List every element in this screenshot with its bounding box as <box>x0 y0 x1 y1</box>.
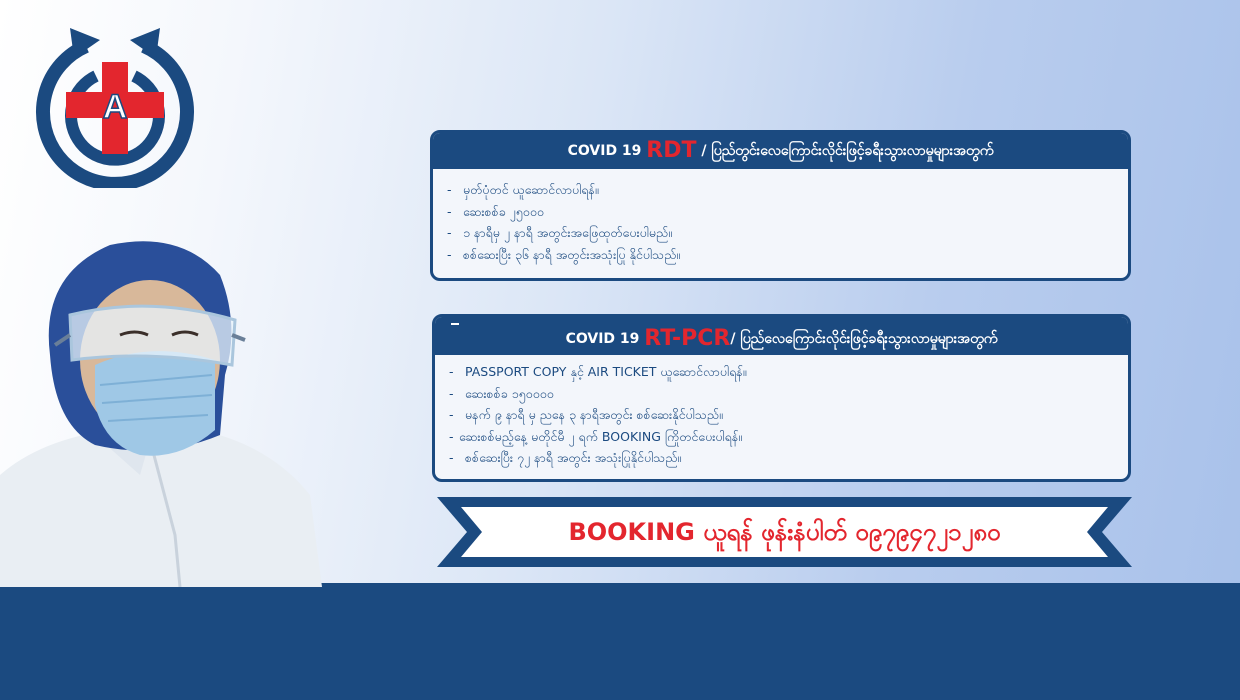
list-item: - ဆေးစစ်မည့်နေ့ မတိုင်မီ ၂ ရက် BOOKING ကြိုတင်ပေးပါရန်။ <box>449 428 743 444</box>
bottom-band <box>0 583 1240 700</box>
list-item: - မနက် ၉ နာရီ မှ ညနေ ၃ နာရီအတွင်း စစ်ဆေးနိုင်ပါသည်။ <box>449 407 723 422</box>
list-item-text: စစ်ဆေးပြီး ၇၂ နာရီ အတွင်း အသုံးပြုနိုင်ပါသည်။ <box>465 450 682 465</box>
list-item: - ဆေးစစ်ခ ၁၅၀၀၀၀ <box>449 385 554 401</box>
rt-pcr-card-header <box>435 317 1128 355</box>
rdt-card-header-suffix: / ပြည်တွင်းလေကြောင်းလိုင်းဖြင့်ခရီးသွားလာမှုများအတွက် <box>696 143 994 159</box>
list-item: - မှတ်ပုံတင် ယူဆောင်လာပါရန်။ <box>447 182 599 197</box>
list-item-text: ၁ နာရီမှ ၂ နာရီ အတွင်းအဖြေထုတ်ပေးပါမည်။ <box>463 225 672 240</box>
list-item-text: ဆေးစစ်ခ ၁၅၀၀၀၀ <box>465 385 554 401</box>
rdt-test-type: RDT <box>646 138 697 163</box>
booking-phone-banner[interactable]: BOOKING ယူရန် ဖုန်းနံပါတ် ၀၉၇၉၄၇၂၁၂၈၀ <box>568 518 1001 546</box>
list-item: - PASSPORT COPY နှင့် AIR TICKET ယူဆောင်လာပါရန်။ <box>449 364 747 379</box>
list-item-text: မနက် ၉ နာရီ မှ ညနေ ၃ နာရီအတွင်း စစ်ဆေးနိုင်ပါသည်။ <box>465 407 723 422</box>
list-item-text: စစ်ဆေးပြီး ၃၆ နာရီ အတွင်းအသုံးပြု နိုင်ပါသည်။ <box>463 246 681 262</box>
list-item-text: မှတ်ပုံတင် ယူဆောင်လာပါရန်။ <box>463 182 599 197</box>
rt-pcr-requirement-list <box>435 355 1128 469</box>
rdt-requirement-list <box>433 169 1128 265</box>
rdt-card-prefix: COVID 19 <box>567 143 642 159</box>
rt-pcr-card-prefix: COVID 19 <box>565 331 640 347</box>
list-item: - စစ်ဆေးပြီး ၃၆ နာရီ အတွင်းအသုံးပြု နိုင်ပါသည်။ <box>447 246 681 262</box>
list-item: - ၁ နာရီမှ ၂ နာရီ အတွင်းအဖြေထုတ်ပေးပါမည်။ <box>447 225 672 240</box>
list-item-text: ဆေးစစ်ခ ၂၅၀၀၀ <box>463 203 544 219</box>
list-item: - ဆေးစစ်ခ ၂၅၀၀၀ <box>447 203 544 219</box>
rdt-card-header <box>433 133 1128 169</box>
rt-pcr-info-card <box>432 314 1131 482</box>
rt-pcr-card-header-suffix: / ပြည်လေကြောင်းလိုင်းဖြင့်ခရီးသွားလာမှုများအတွက် <box>730 331 998 347</box>
list-item: - စစ်ဆေးပြီး ၇၂ နာရီ အတွင်း အသုံးပြုနိုင်ပါသည်။ <box>449 450 682 465</box>
list-item-text: PASSPORT COPY နှင့် AIR TICKET ယူဆောင်လာပါရန်။ <box>465 364 747 379</box>
rt-pcr-test-type: RT-PCR <box>644 326 731 351</box>
list-item-text: ဆေးစစ်မည့်နေ့ မတိုင်မီ ၂ ရက် BOOKING ကြိုတင်ပေးပါရန်။ <box>459 428 743 444</box>
logo-letter: A <box>102 88 128 126</box>
medical-worker-illustration <box>0 235 330 587</box>
decorative-dash <box>451 323 459 325</box>
medical-cross-logo-icon <box>26 18 204 188</box>
rdt-info-card <box>430 130 1131 281</box>
